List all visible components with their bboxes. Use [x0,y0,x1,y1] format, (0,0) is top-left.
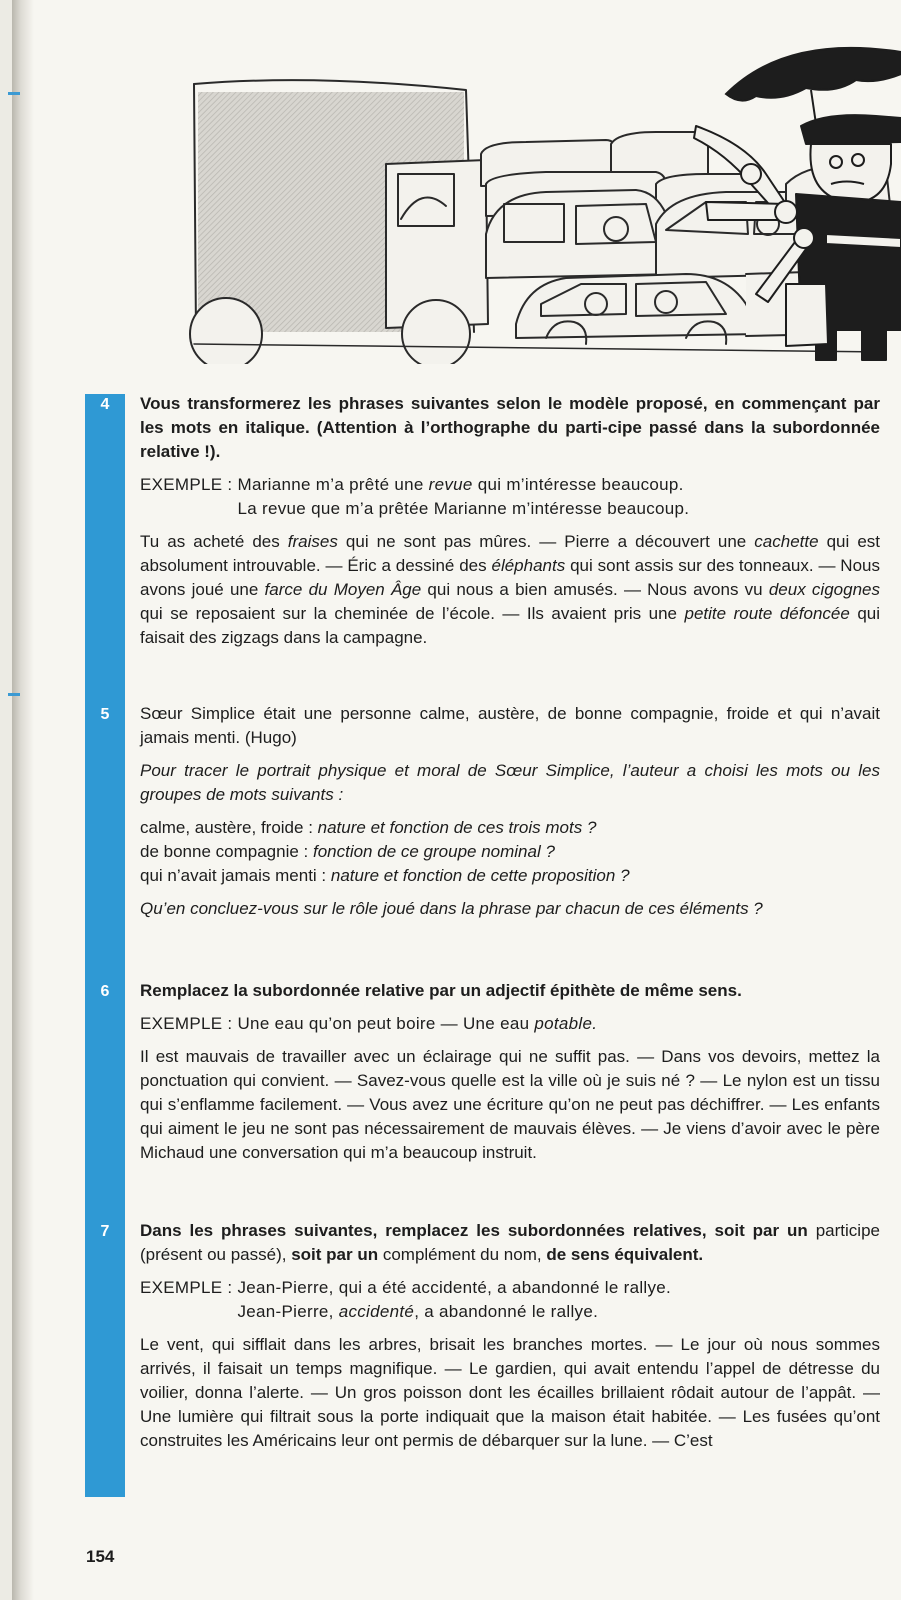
exercise-number-5: 5 [100,706,110,723]
example-line: La revue que m’a prêtée Marianne m’intéresse beaucoup. [237,499,690,518]
page-number: 154 [86,1547,115,1566]
exercise-sentences: Le vent, qui sifflait dans les arbres, brisait les branches mortes. — Le jour où nous sommes arrivés, il faisait un temps magnifique. — Le gardien, qui avait entendu l’appel de détresse du voilier, donna l’alerte. — Un gros poisson dont les écailles brillaient rôdait autour de l’appât. — Une lumière qui filtrait sous la porte indiquait que la maison était habitée. — Les fusées qu’ont construites les Américains leur ont permis de débarquer sur la lune. — C’est [140,1335,880,1450]
exercise-instruction: Remplacez la subordonnée relative par un adjectif épithète de même sens. [140,981,742,1000]
example-block [140,473,880,521]
exercise-instruction: Vous transformerez les phrases suivantes selon le modèle proposé, en commençant par les mots en italique. (Attention à l’orthographe du parti-cipe passé dans la subordonnée relative !). [140,394,880,461]
exercise-margin-bar [85,394,125,1497]
exercise-6 [140,979,880,1174]
exercise-sentences: Tu as acheté des fraises qui ne sont pas mûres. — Pierre a découvert une cachette qui est absolument introuvable. — Éric a dessiné des éléphants qui sont assis sur des tonneaux. — Nous avons joué une farce du Moyen Âge qui nous a bien amusés. — Nous avons vu deux cigognes qui se reposaient sur la cheminée de l’école. — Ils avaient pris une petite route défoncée qui faisait des zigzags dans la campagne. [140,532,880,647]
hugo-quote: Sœur Simplice était une personne calme, austère, de bonne compagnie, froide et qui n’avait jamais menti. (Hugo) [140,704,880,747]
edge-mark [8,92,20,95]
example-label: EXEMPLE : [140,475,238,494]
question-item: calme, austère, froide : nature et fonction de ces trois mots ? [140,818,597,837]
example-label: EXEMPLE : [140,1014,238,1033]
example-block [140,1276,880,1324]
example-line: Jean-Pierre, qui a été accidenté, a abandonné le rallye. [237,1278,672,1297]
example-block [140,1012,880,1036]
exercise-7 [140,1219,880,1462]
traffic-jam-policeman-illustration [186,34,901,364]
exercise-number-4: 4 [100,396,110,413]
exercise-5 [140,702,880,930]
example-line: Une eau qu’on peut boire — Une eau potable. [237,1014,598,1033]
question-item: qui n’avait jamais menti : nature et fonction de cette proposition ? [140,866,630,885]
example-label: EXEMPLE : [140,1278,238,1297]
exercise-sentences: Il est mauvais de travailler avec un éclairage qui ne suffit pas. — Dans vos devoirs, mettez la ponctuation qui convient. — Savez-vous quelle est la ville où je suis né ? — Le nylon est un tissu qui s’enflamme facilement. — Vous avez une écriture qu’on ne peut pas déchiffrer. — Les enfants qui aiment le jeu ne sont pas nécessairement de mauvais élèves. — Je viens d’avoir avec le père Michaud une conversation qui m’a beaucoup instruit. [140,1047,880,1162]
exercise-number-6: 6 [100,983,110,1000]
question-item: de bonne compagnie : fonction de ce groupe nominal ? [140,842,555,861]
spine-shadow [12,0,34,1600]
exercise-intro: Pour tracer le portrait physique et moral de Sœur Simplice, l’auteur a choisi les mots ou les groupes de mots suivants : [140,761,880,804]
exercise-instruction: Dans les phrases suivantes, remplacez les subordonnées relatives, soit par un participe (présent ou passé), soit par un complément du nom, de sens équivalent. [140,1221,880,1264]
exercise-4 [140,392,880,659]
edge-mark [8,693,20,696]
example-line: Marianne m’a prêté une revue qui m’intéresse beaucoup. [237,475,684,494]
exercise-number-7: 7 [100,1223,110,1240]
example-line: Jean-Pierre, accidenté, a abandonné le rallye. [237,1302,599,1321]
exercise-conclusion: Qu’en concluez-vous sur le rôle joué dans la phrase par chacun de ces éléments ? [140,899,763,918]
question-list [140,816,880,888]
